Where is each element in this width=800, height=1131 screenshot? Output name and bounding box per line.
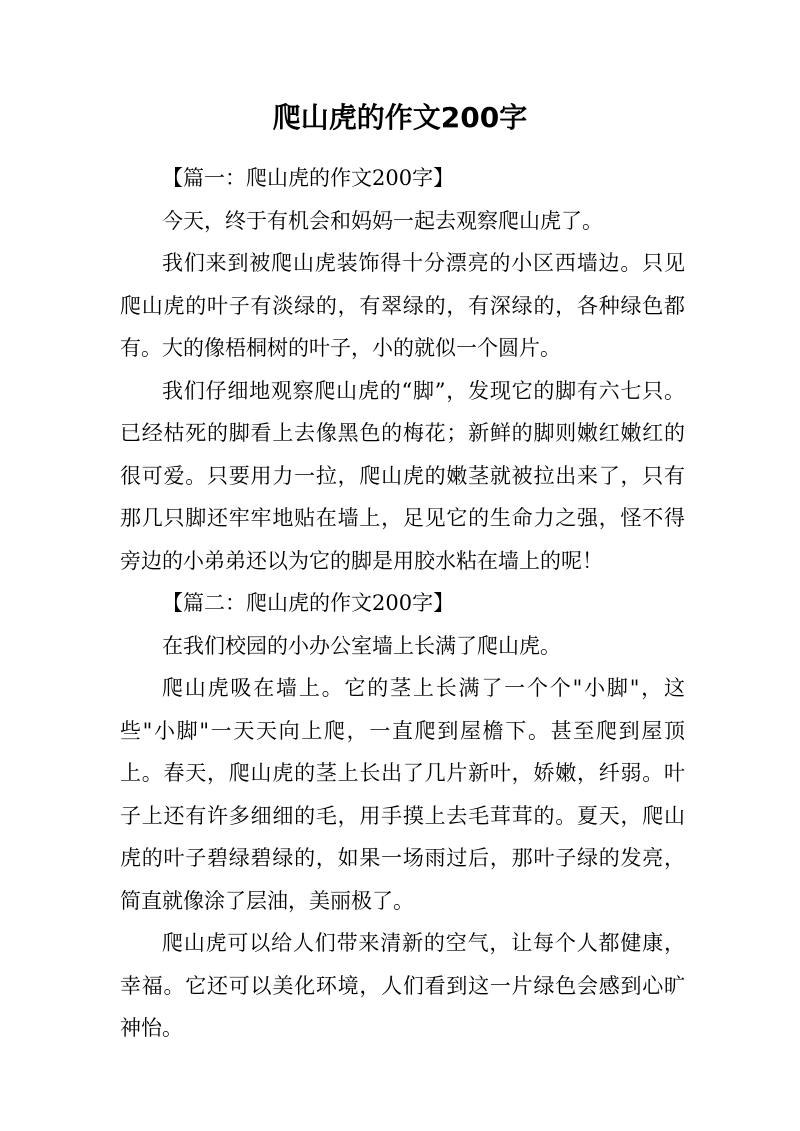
paragraph: 今天，终于有机会和妈妈一起去观察爬山虎了。 xyxy=(162,208,603,233)
document-body xyxy=(120,157,685,1050)
paragraph: 爬山虎可以给人们带来清新的空气，让每个人都健康，幸福。它还可以美化环境，人们看到这一片绿色会感到心旷神怡。 xyxy=(120,931,685,1040)
paragraph: 爬山虎吸在墙上。它的茎上长满了一个个"小脚"，这些"小脚"一天天向上爬，一直爬到屋檐下。甚至爬到屋顶上。春天，爬山虎的茎上长出了几片新叶，娇嫩，纤弱。叶子上还有许多细细的毛，用手摸上去毛茸茸的。夏天，爬山虎的叶子碧绿碧绿的，如果一场雨过后，那叶子绿的发亮，简直就像涂了层油，美丽极了。 xyxy=(120,676,685,913)
section-heading-2: 【篇二：爬山虎的作文200字】 xyxy=(162,591,455,615)
section-heading-1: 【篇一：爬山虎的作文200字】 xyxy=(162,166,455,190)
paragraph: 在我们校园的小办公室墙上长满了爬山虎。 xyxy=(162,633,561,658)
paragraph: 我们仔细地观察爬山虎的“脚”，发现它的脚有六七只。已经枯死的脚看上去像黑色的梅花；新鲜的脚则嫩红嫩红的很可爱。只要用力一拉，爬山虎的嫩茎就被拉出来了，只有那几只脚还牢牢地贴在墙上，足见它的生命力之强，怪不得旁边的小弟弟还以为它的脚是用胶水粘在墙上的呢！ xyxy=(120,378,685,573)
paragraph: 我们来到被爬山虎装饰得十分漂亮的小区西墙边。只见爬山虎的叶子有淡绿的，有翠绿的，有深绿的，各种绿色都有。大的像梧桐树的叶子，小的就似一个圆片。 xyxy=(120,251,685,360)
document-title: 爬山虎的作文200字 xyxy=(272,101,528,134)
